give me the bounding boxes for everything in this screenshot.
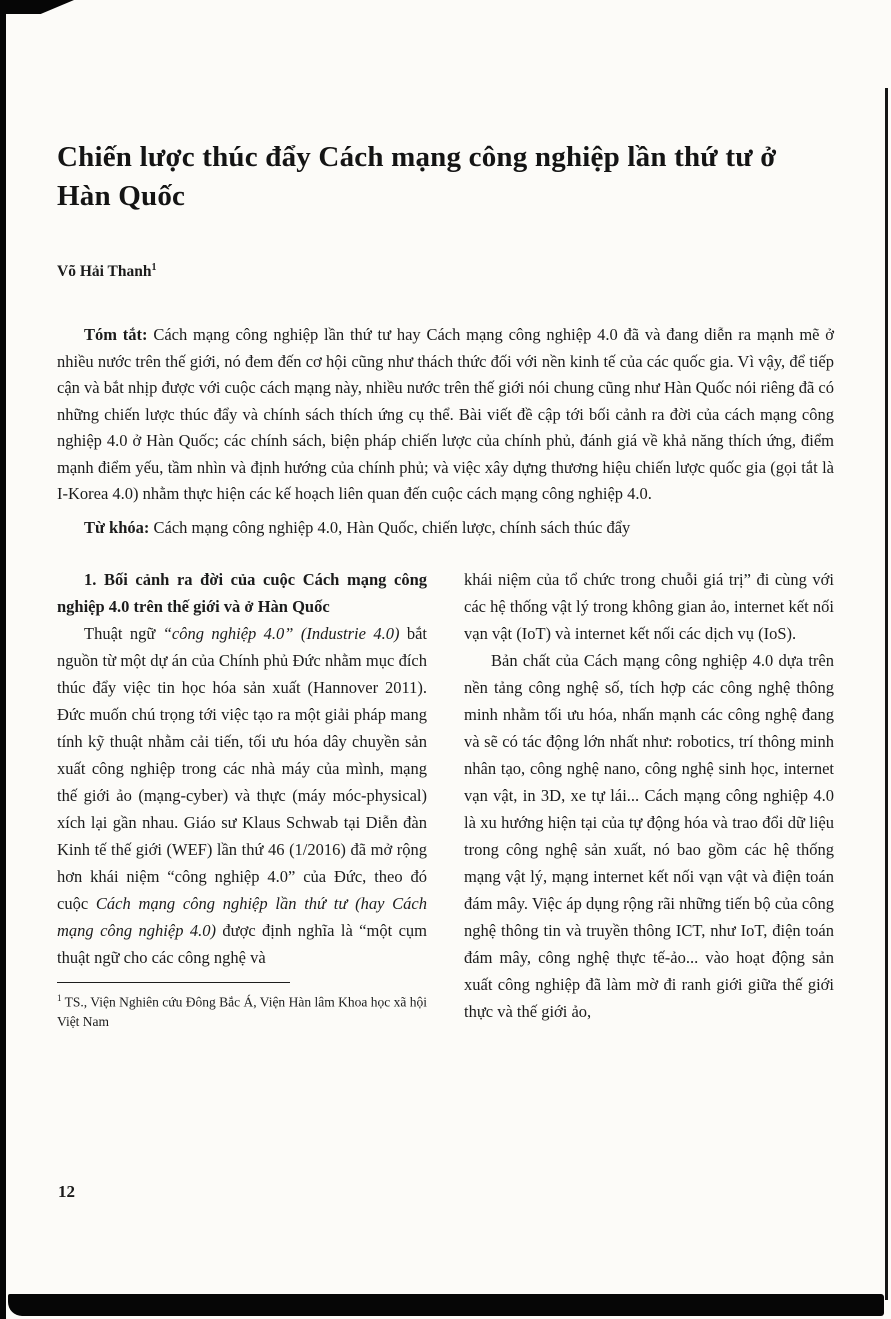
author-footnote-ref: 1 bbox=[151, 262, 157, 273]
section-1-paragraph-1-continued: khái niệm của tổ chức trong chuỗi giá trị” đi cùng với các hệ thống vật lý trong không gian ảo, internet kết nối vạn vật (IoT) và internet kết nối các dịch vụ (IoS). bbox=[464, 570, 834, 644]
article bbox=[57, 0, 834, 1032]
section-1-paragraph-1: Thuật ngữ “công nghiệp 4.0” (Industrie 4.0) bắt nguồn từ một dự án của Chính phủ Đức nhằm mục đích thúc đẩy việc tin học hóa sản xuất (Hannover 2011). Đức muốn chú trọng tới việc tạo ra một giải pháp mang tính kỹ thuật nhằm cải tiến, tối ưu hóa dây chuyền sản xuất công nghiệp trong các nhà máy của mình, mạng thế giới ảo (mạng-cyber) và thực (máy móc-physical) xích lại gần nhau. Giáo sư Klaus Schwab tại Diễn đàn Kinh tế thế giới (WEF) lần thứ 46 (1/2016) đã mở rộng hơn khái niệm “công nghiệp 4.0” của Đức, theo đó cuộc Cách mạng công nghiệp lần thứ tư (hay Cách mạng công nghiệp 4.0) được định nghĩa là “một cụm thuật ngữ cho các công nghệ và bbox=[57, 624, 428, 968]
footnote-ref: 1 bbox=[57, 993, 62, 1004]
footnote-rule bbox=[57, 982, 290, 983]
scan-artifact-right-edge bbox=[885, 88, 888, 1300]
section-1-paragraph-2: Bản chất của Cách mạng công nghiệp 4.0 dựa trên nền tảng công nghệ số, tích hợp các công nghệ thông minh nhằm tối ưu hóa, nhấn mạnh các công nghệ đang và sẽ có tác động lớn nhất như: robotics, trí thông minh nhân tạo, công nghệ nano, công nghệ sinh học, internet vạn vật, in 3D, xe tự lái... Cách mạng công nghiệp 4.0 là xu hướng hiện tại của tự động hóa và trao đổi dữ liệu trong công nghệ sản xuất, nó bao gồm các hệ thống mạng vật lý, mạng internet kết nối vạn vật và điện toán đám mây. Việc áp dụng rộng rãi những tiến bộ của công nghệ thông tin và truyền thông ICT, như IoT, điện toán đám mây, công nghệ thực tế-ảo... vào hoạt động sản xuất công nghiệp đã làm mờ đi ranh giới giữa thế giới thực và thế giới ảo, bbox=[464, 651, 834, 1022]
footnote-block bbox=[57, 982, 427, 1032]
two-column-body bbox=[57, 566, 834, 1032]
author-name: Võ Hải Thanh bbox=[57, 263, 152, 281]
page-number: 12 bbox=[58, 1182, 75, 1201]
scan-artifact-bottom-bar bbox=[8, 1294, 884, 1316]
footnote-text bbox=[57, 989, 427, 1032]
left-column bbox=[57, 566, 427, 1032]
author-line bbox=[57, 262, 834, 281]
scan-artifact-left-edge bbox=[0, 0, 6, 1319]
abstract-label: Tóm tắt: bbox=[84, 325, 148, 345]
abstract bbox=[57, 322, 834, 508]
keywords-label: Từ khóa: bbox=[84, 517, 150, 537]
article-title: Chiến lược thúc đẩy Cách mạng công nghiệp lần thứ tư ở Hàn Quốc bbox=[57, 141, 777, 212]
right-column bbox=[464, 566, 834, 1032]
section-1-heading: 1. Bối cảnh ra đời của cuộc Cách mạng công nghiệp 4.0 trên thế giới và ở Hàn Quốc bbox=[57, 570, 427, 617]
abstract-text: Cách mạng công nghiệp lần thứ tư hay Cách mạng công nghiệp 4.0 đã và đang diễn ra mạnh mẽ ở nhiều nước trên thế giới, nó đem đến cơ hội cũng như thách thức đối với nền kinh tế của các quốc gia. Vì vậy, để tiếp cận và bắt nhịp được với cuộc cách mạng này, nhiều nước trên thế giới nói chung cũng như Hàn Quốc nói riêng đã có những chiến lược thúc đẩy và chính sách thích ứng cụ thể. Bài viết đề cập tới bối cảnh ra đời của cách mạng công nghiệp 4.0 ở Hàn Quốc; các chính sách, biện pháp chiến lược của chính phủ, đánh giá về khả năng thích ứng, điểm mạnh điểm yếu, tầm nhìn và định hướng của chính phủ; và việc xây dựng thương hiệu chiến lược quốc gia (gọi tắt là I-Korea 4.0) nhằm thực hiện các kế hoạch liên quan đến cuộc cách mạng công nghiệp 4.0. bbox=[57, 325, 835, 504]
footnote-body: TS., Viện Nghiên cứu Đông Bắc Á, Viện Hàn lâm Khoa học xã hội Việt Nam bbox=[57, 994, 427, 1030]
keywords-text: Cách mạng công nghiệp 4.0, Hàn Quốc, chiến lược, chính sách thúc đẩy bbox=[153, 517, 631, 537]
keywords-line bbox=[57, 515, 834, 542]
